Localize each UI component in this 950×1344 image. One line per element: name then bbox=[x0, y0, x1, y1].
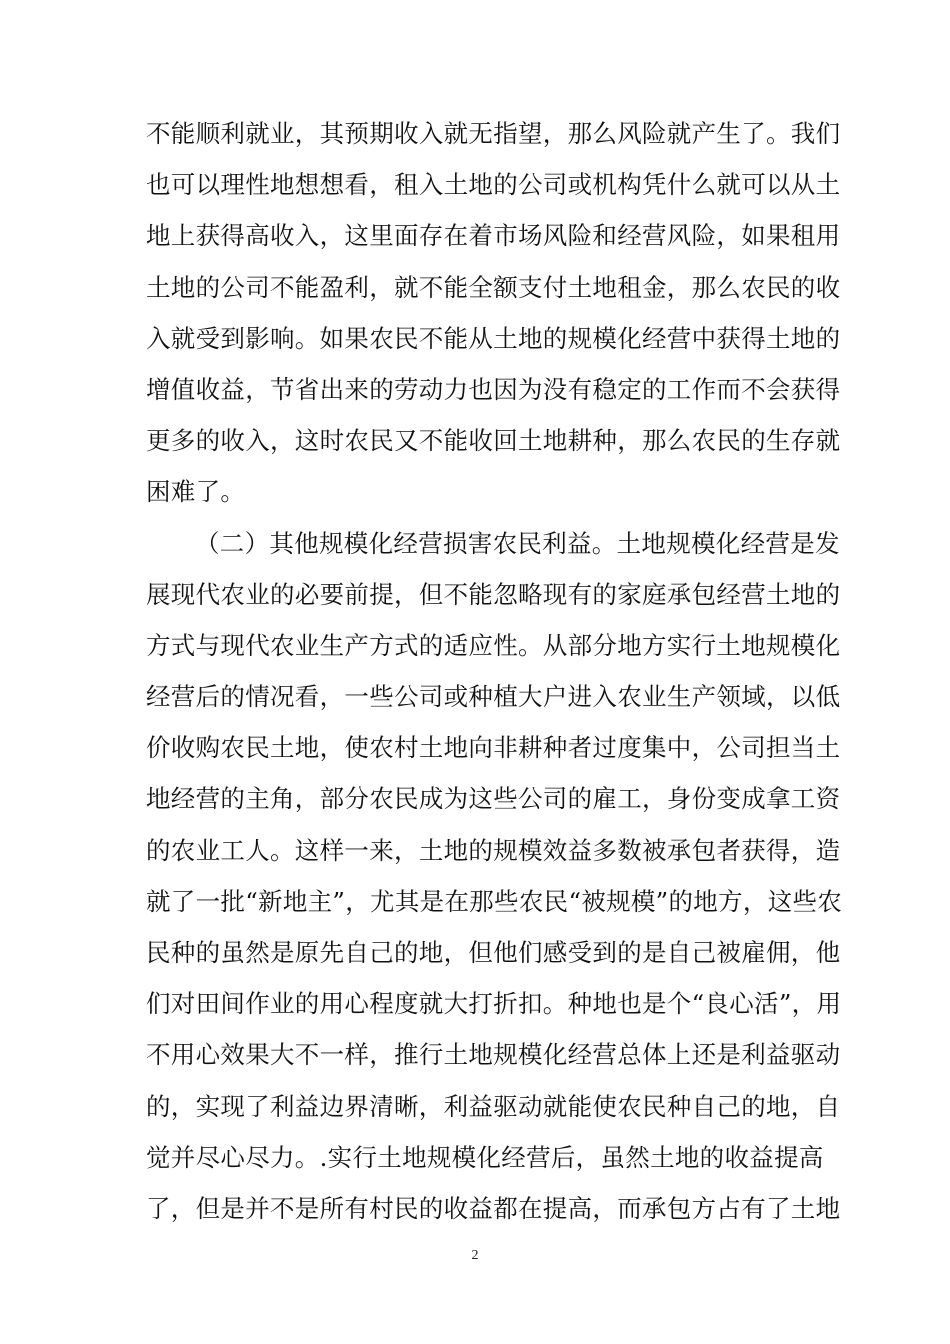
text-line: 价收购农民土地，使农村土地向非耕种者过度集中，公司担当土 bbox=[146, 733, 841, 763]
text-line: 困难了。 bbox=[146, 477, 246, 507]
page-body bbox=[146, 108, 843, 1234]
paragraph bbox=[146, 108, 841, 518]
text-line: 就了一批“新地主”，尤其是在那些农民“被规模”的地方，这些农 bbox=[146, 886, 843, 916]
text-line: 民种的虽然是原先自己的地，但他们感受到的是自己被雇佣，他 bbox=[146, 938, 841, 967]
text-line: 不能顺利就业，其预期收入就无指望，那么风险就产生了。我们 bbox=[146, 119, 841, 148]
text-line: 地经营的主角，部分农民成为这些公司的雇工，身份变成拿工资 bbox=[146, 784, 841, 814]
text-line: 展现代农业的必要前提，但不能忽略现有的家庭承包经营土地的 bbox=[146, 579, 841, 609]
text-line: 方式与现代农业生产方式的适应性。从部分地方实行土地规模化 bbox=[146, 630, 841, 660]
text-line: 不用心效果大不一样，推行土地规模化经营总体上还是利益驱动 bbox=[146, 1040, 841, 1070]
paragraph bbox=[146, 518, 843, 1235]
text-line: 增值收益，节省出来的劳动力也因为没有稳定的工作而不会获得 bbox=[146, 374, 841, 404]
text-line: 地上获得高收入，这里面存在着市场风险和经营风险，如果租用 bbox=[146, 221, 841, 251]
text-line: 觉并尽心尽力。.实行土地规模化经营后，虽然土地的收益提高 bbox=[146, 1142, 824, 1172]
text-line: 们对田间作业的用心程度就大打折扣。种地也是个“良心活”，用 bbox=[146, 989, 842, 1019]
text-line: 的农业工人。这样一来，土地的规模效益多数被承包者获得，造 bbox=[146, 835, 841, 865]
text-line: 入就受到影响。如果农民不能从土地的规模化经营中获得土地的 bbox=[146, 323, 841, 353]
text-line: 也可以理性地想想看，租入土地的公司或机构凭什么就可以从土 bbox=[146, 170, 841, 200]
text-line: 更多的收入，这时农民又不能收回土地耕种，那么农民的生存就 bbox=[146, 426, 841, 456]
text-line: （二）其他规模化经营损害农民利益。土地规模化经营是发 bbox=[195, 528, 840, 558]
text-line: 经营后的情况看，一些公司或种植大户进入农业生产领域，以低 bbox=[146, 682, 841, 712]
text-line: 土地的公司不能盈利，就不能全额支付土地租金，那么农民的收 bbox=[146, 272, 841, 302]
text-line: 的，实现了利益边界清晰，利益驱动就能使农民种自己的地，自 bbox=[146, 1091, 841, 1121]
text-line: 了，但是并不是所有村民的收益都在提高，而承包方占有了土地 bbox=[146, 1193, 841, 1223]
page-number: 2 bbox=[471, 1248, 479, 1263]
